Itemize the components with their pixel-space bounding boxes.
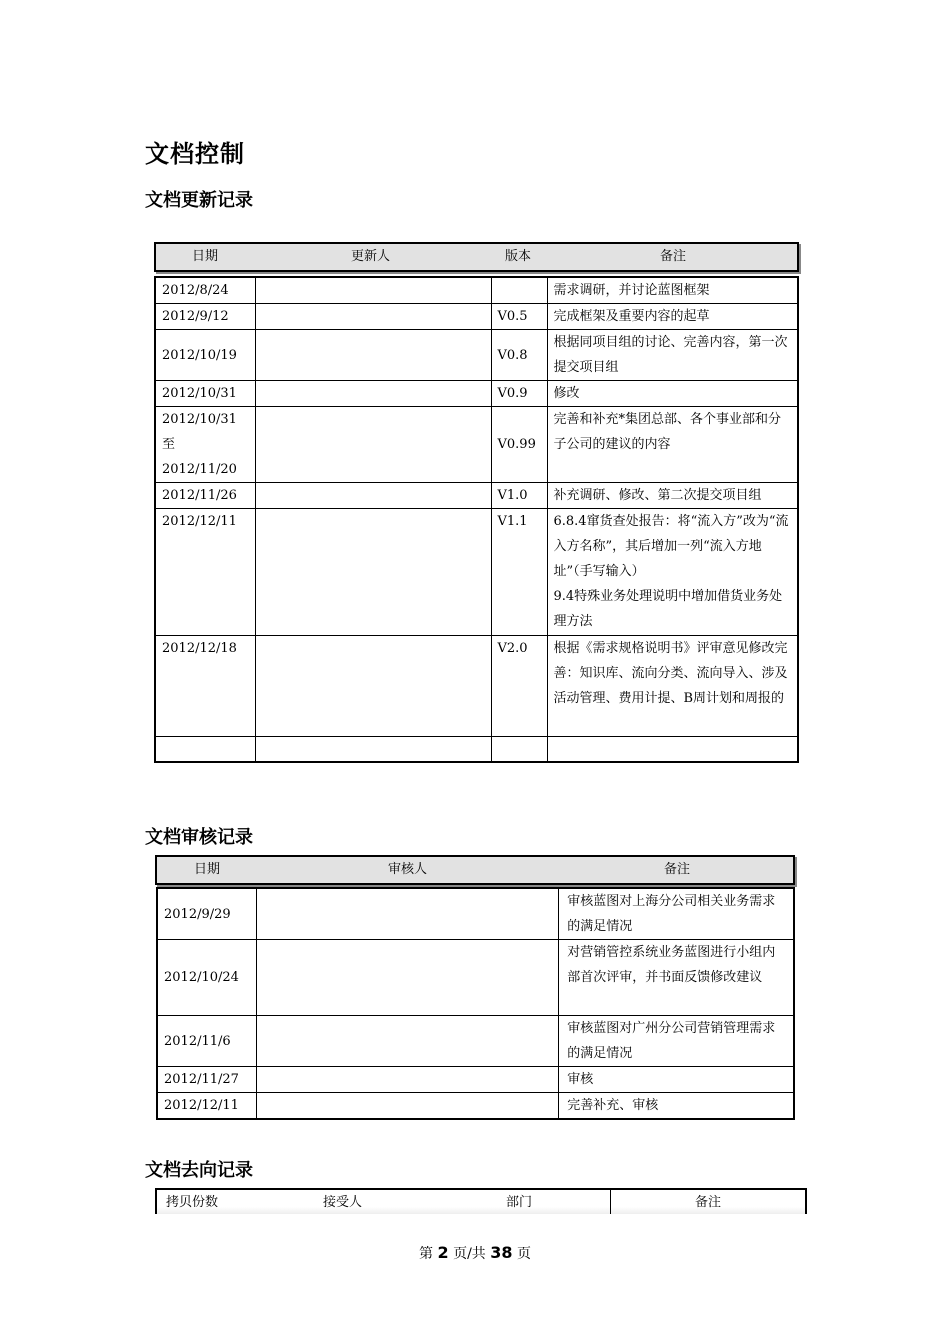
distribution-section-title: 文档去向记录 bbox=[145, 1160, 253, 1181]
page-footer bbox=[0, 1243, 950, 1263]
update-table-header bbox=[154, 242, 799, 272]
date-cell bbox=[155, 737, 255, 762]
table-row bbox=[157, 1093, 794, 1120]
note-cell: 完善和补充*集团总部、各个事业部和分子公司的建议的内容 bbox=[547, 407, 798, 483]
table-row bbox=[155, 381, 798, 407]
header-updater: 更新人 bbox=[351, 249, 391, 264]
review-table bbox=[156, 887, 795, 1120]
version-cell: V0.5 bbox=[491, 304, 547, 330]
date-cell: 2012/11/6 bbox=[157, 1016, 257, 1067]
version-cell: V0.99 bbox=[491, 407, 547, 483]
updater-cell bbox=[255, 407, 491, 483]
reviewer-cell bbox=[257, 888, 559, 940]
distribution-table-header bbox=[155, 1188, 807, 1214]
reviewer-cell bbox=[257, 1016, 559, 1067]
note-cell: 审核蓝图对广州分公司营销管理需求的满足情况 bbox=[559, 1016, 794, 1067]
version-cell bbox=[491, 737, 547, 762]
header-note: 备注 bbox=[660, 249, 687, 264]
header-note: 备注 bbox=[664, 862, 691, 877]
note-cell: 根据同项目组的讨论、完善内容，第一次提交项目组 bbox=[547, 330, 798, 381]
date-cell: 2012/12/11 bbox=[157, 1093, 257, 1120]
footer-page-number: 2 bbox=[437, 1243, 449, 1262]
header-receiver: 接受人 bbox=[323, 1195, 363, 1210]
date-cell: 2012/11/27 bbox=[157, 1067, 257, 1093]
table-row bbox=[155, 483, 798, 509]
updater-cell bbox=[255, 277, 491, 304]
date-cell: 2012/11/26 bbox=[155, 483, 255, 509]
header-date: 日期 bbox=[192, 249, 219, 264]
table-row bbox=[157, 1067, 794, 1093]
date-cell: 2012/9/12 bbox=[155, 304, 255, 330]
review-section-title: 文档审核记录 bbox=[145, 827, 253, 848]
date-cell: 2012/9/29 bbox=[157, 888, 257, 940]
header-copies: 拷贝份数 bbox=[166, 1195, 219, 1210]
table-row bbox=[155, 737, 798, 762]
table-row bbox=[155, 304, 798, 330]
note-cell: 审核蓝图对上海分公司相关业务需求的满足情况 bbox=[559, 888, 794, 940]
date-cell: 2012/8/24 bbox=[155, 277, 255, 304]
table-row bbox=[155, 330, 798, 381]
note-cell: 6.8.4窜货查处报告：将“流入方”改为“流入方名称”，其后增加一列“流入方地址”（手写输入） 9.4特殊业务处理说明中增加借货业务处理方法 bbox=[547, 509, 798, 636]
reviewer-cell bbox=[257, 1067, 559, 1093]
table-row bbox=[155, 636, 798, 737]
footer-prefix: 第 bbox=[419, 1246, 434, 1262]
reviewer-cell bbox=[257, 1093, 559, 1120]
note-cell: 完成框架及重要内容的起草 bbox=[547, 304, 798, 330]
table-row bbox=[157, 1016, 794, 1067]
note-cell: 补充调研、修改、第二次提交项目组 bbox=[547, 483, 798, 509]
updater-cell bbox=[255, 330, 491, 381]
version-cell: V0.9 bbox=[491, 381, 547, 407]
updater-cell bbox=[255, 636, 491, 737]
footer-suffix: 页 bbox=[516, 1246, 531, 1262]
header-department: 部门 bbox=[506, 1195, 533, 1210]
note-cell: 根据《需求规格说明书》评审意见修改完善：知识库、流向分类、流向导入、涉及活动管理、费用计提、B周计划和周报的 bbox=[547, 636, 798, 737]
table-row bbox=[157, 940, 794, 1016]
header-note: 备注 bbox=[695, 1195, 722, 1210]
table-row bbox=[155, 407, 798, 483]
table-row bbox=[155, 277, 798, 304]
review-table-header bbox=[155, 855, 795, 885]
version-cell: V1.0 bbox=[491, 483, 547, 509]
footer-middle: 页/共 bbox=[453, 1246, 486, 1262]
header-version: 版本 bbox=[505, 249, 532, 264]
updater-cell bbox=[255, 381, 491, 407]
header-date: 日期 bbox=[194, 862, 221, 877]
footer-total-pages: 38 bbox=[490, 1243, 513, 1262]
version-cell: V1.1 bbox=[491, 509, 547, 636]
updater-cell bbox=[255, 483, 491, 509]
date-cell: 2012/10/31 至 2012/11/20 bbox=[155, 407, 255, 483]
updater-cell bbox=[255, 509, 491, 636]
date-cell: 2012/10/31 bbox=[155, 381, 255, 407]
note-cell: 审核 bbox=[559, 1067, 794, 1093]
version-cell bbox=[491, 277, 547, 304]
header-reviewer: 审核人 bbox=[388, 862, 428, 877]
version-cell: V0.8 bbox=[491, 330, 547, 381]
table-row bbox=[157, 888, 794, 940]
date-cell: 2012/10/24 bbox=[157, 940, 257, 1016]
version-cell: V2.0 bbox=[491, 636, 547, 737]
note-cell: 需求调研，并讨论蓝图框架 bbox=[547, 277, 798, 304]
reviewer-cell bbox=[257, 940, 559, 1016]
update-section-title: 文档更新记录 bbox=[145, 190, 253, 211]
date-cell: 2012/12/11 bbox=[155, 509, 255, 636]
page-title: 文档控制 bbox=[145, 140, 245, 168]
note-cell: 修改 bbox=[547, 381, 798, 407]
date-cell: 2012/10/19 bbox=[155, 330, 255, 381]
note-cell: 完善补充、审核 bbox=[559, 1093, 794, 1120]
table-row bbox=[155, 509, 798, 636]
updater-cell bbox=[255, 304, 491, 330]
note-cell: 对营销管控系统业务蓝图进行小组内部首次评审，并书面反馈修改建议 bbox=[559, 940, 794, 1016]
date-cell: 2012/12/18 bbox=[155, 636, 255, 737]
update-table bbox=[154, 276, 799, 763]
updater-cell bbox=[255, 737, 491, 762]
note-cell bbox=[547, 737, 798, 762]
